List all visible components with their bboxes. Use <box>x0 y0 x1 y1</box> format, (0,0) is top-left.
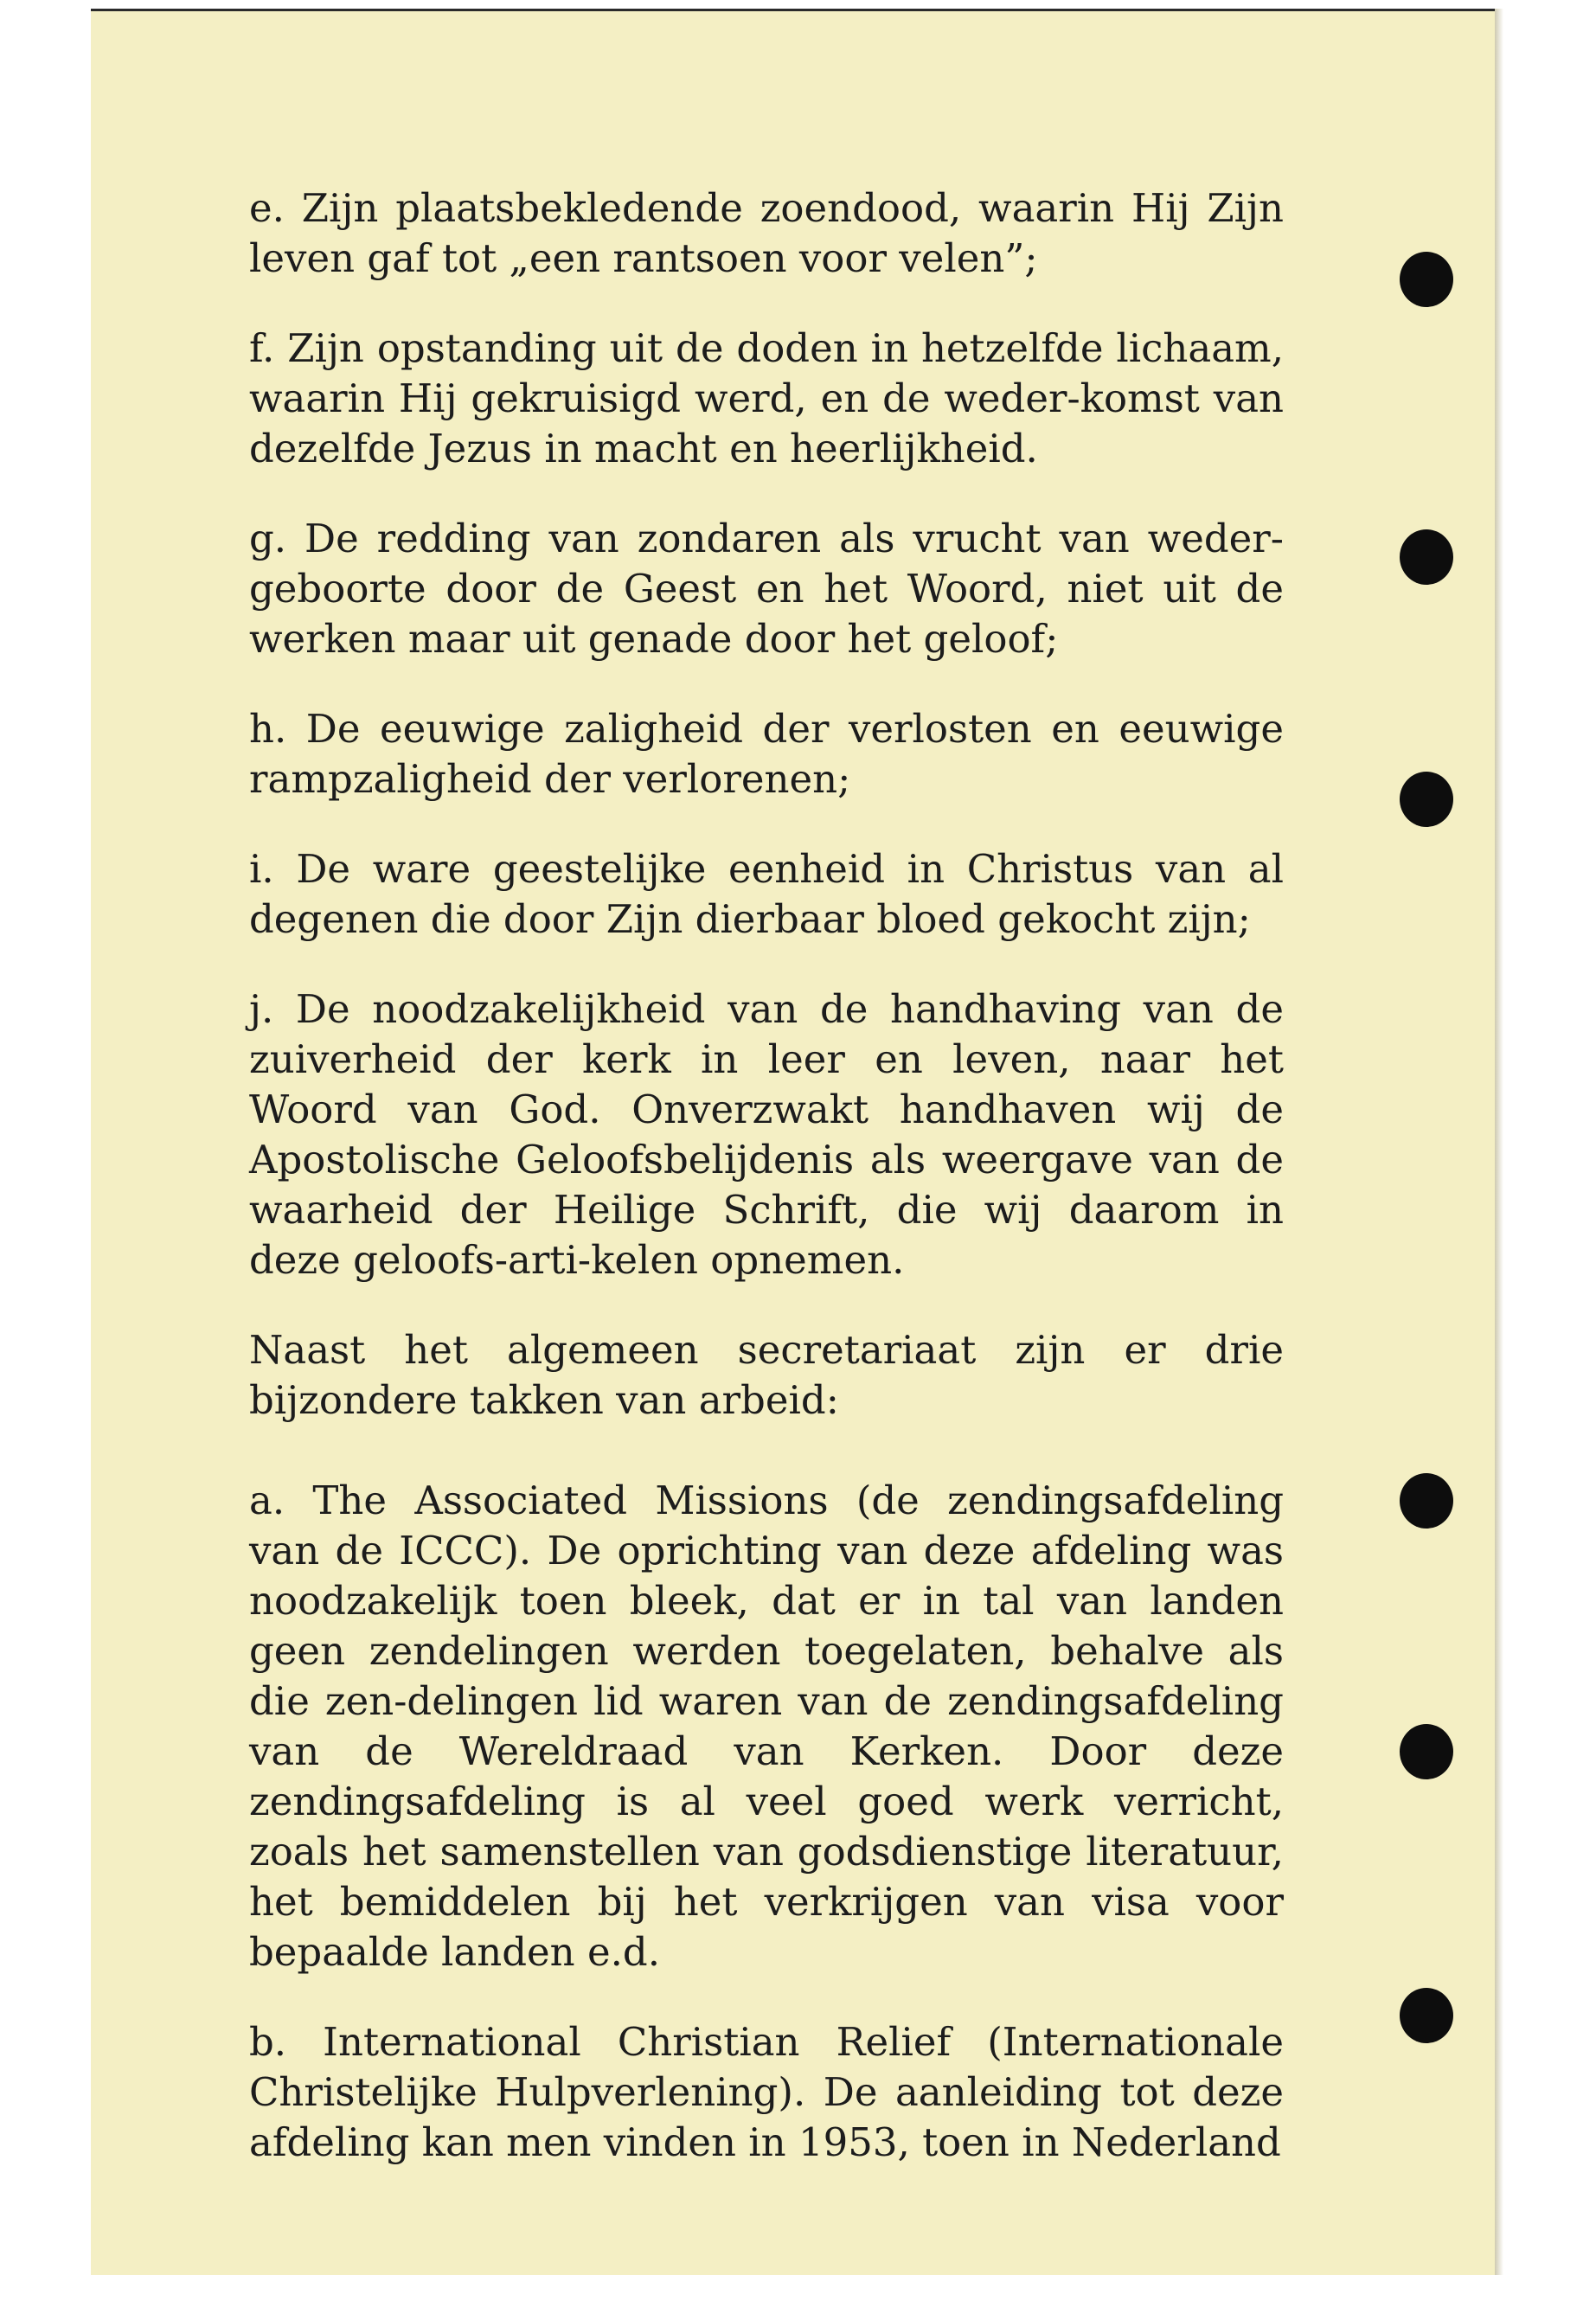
paragraph-g: g. De redding van zondaren als vrucht van weder-geboorte door de Geest en het Woord, niet uit de werken maar uit genade door het geloof; <box>249 516 1284 662</box>
binder-hole-5 <box>1400 1724 1453 1779</box>
binder-hole-3 <box>1400 772 1453 827</box>
page-text <box>249 183 1284 2208</box>
paragraph-i: i. De ware geestelijke eenheid in Christus van al degenen die door Zijn dierbaar bloed gekocht zijn; <box>249 846 1284 942</box>
binder-hole-1 <box>1400 252 1453 307</box>
paragraph-j: j. De noodzakelijkheid van de handhaving van de zuiverheid der kerk in leer en leven, naar het Woord van God. Onverzwakt handhaven wij de Apostolische Geloofsbelijdenis als weergave van de waarheid der Heilige Schrift, die wij daarom in deze geloofs-arti-kelen opnemen. <box>249 986 1284 1283</box>
binder-hole-6 <box>1400 1988 1453 2043</box>
binder-hole-2 <box>1400 529 1453 585</box>
paragraph-h: h. De eeuwige zaligheid der verlosten en eeuwige rampzaligheid der verlorenen; <box>249 706 1284 802</box>
paragraph-naast: Naast het algemeen secretariaat zijn er drie bijzondere takken van arbeid: <box>249 1327 1284 1423</box>
paragraph-e: e. Zijn plaatsbekledende zoendood, waarin Hij Zijn leven gaf tot „een rantsoen voor velen”; <box>249 185 1284 281</box>
paragraph-b: b. International Christian Relief (Internationale Christelijke Hulpverlening). De aanleiding tot deze afdeling kan men vinden in 1953, toen in Nederland <box>249 2019 1284 2165</box>
paragraph-a: a. The Associated Missions (de zendingsafdeling van de ICCC). De oprichting van deze afdeling was noodzakelijk toen bleek, dat er in tal van landen geen zendelingen werden toegelaten, behalve als die zen-delingen lid waren van de zendingsafdeling van de Wereldraad van Kerken. Door deze zendingsafdeling is al veel goed werk verricht, zoals het samenstellen van godsdienstige literatuur, het bemiddelen bij het verkrijgen van visa voor bepaalde landen e.d. <box>249 1477 1284 1975</box>
binder-hole-4 <box>1400 1473 1453 1529</box>
paragraph-f: f. Zijn opstanding uit de doden in hetzelfde lichaam, waarin Hij gekruisigd werd, en de weder-komst van dezelfde Jezus in macht en heerlijkheid. <box>249 325 1284 471</box>
page-edge-shadow <box>1495 9 1503 2275</box>
